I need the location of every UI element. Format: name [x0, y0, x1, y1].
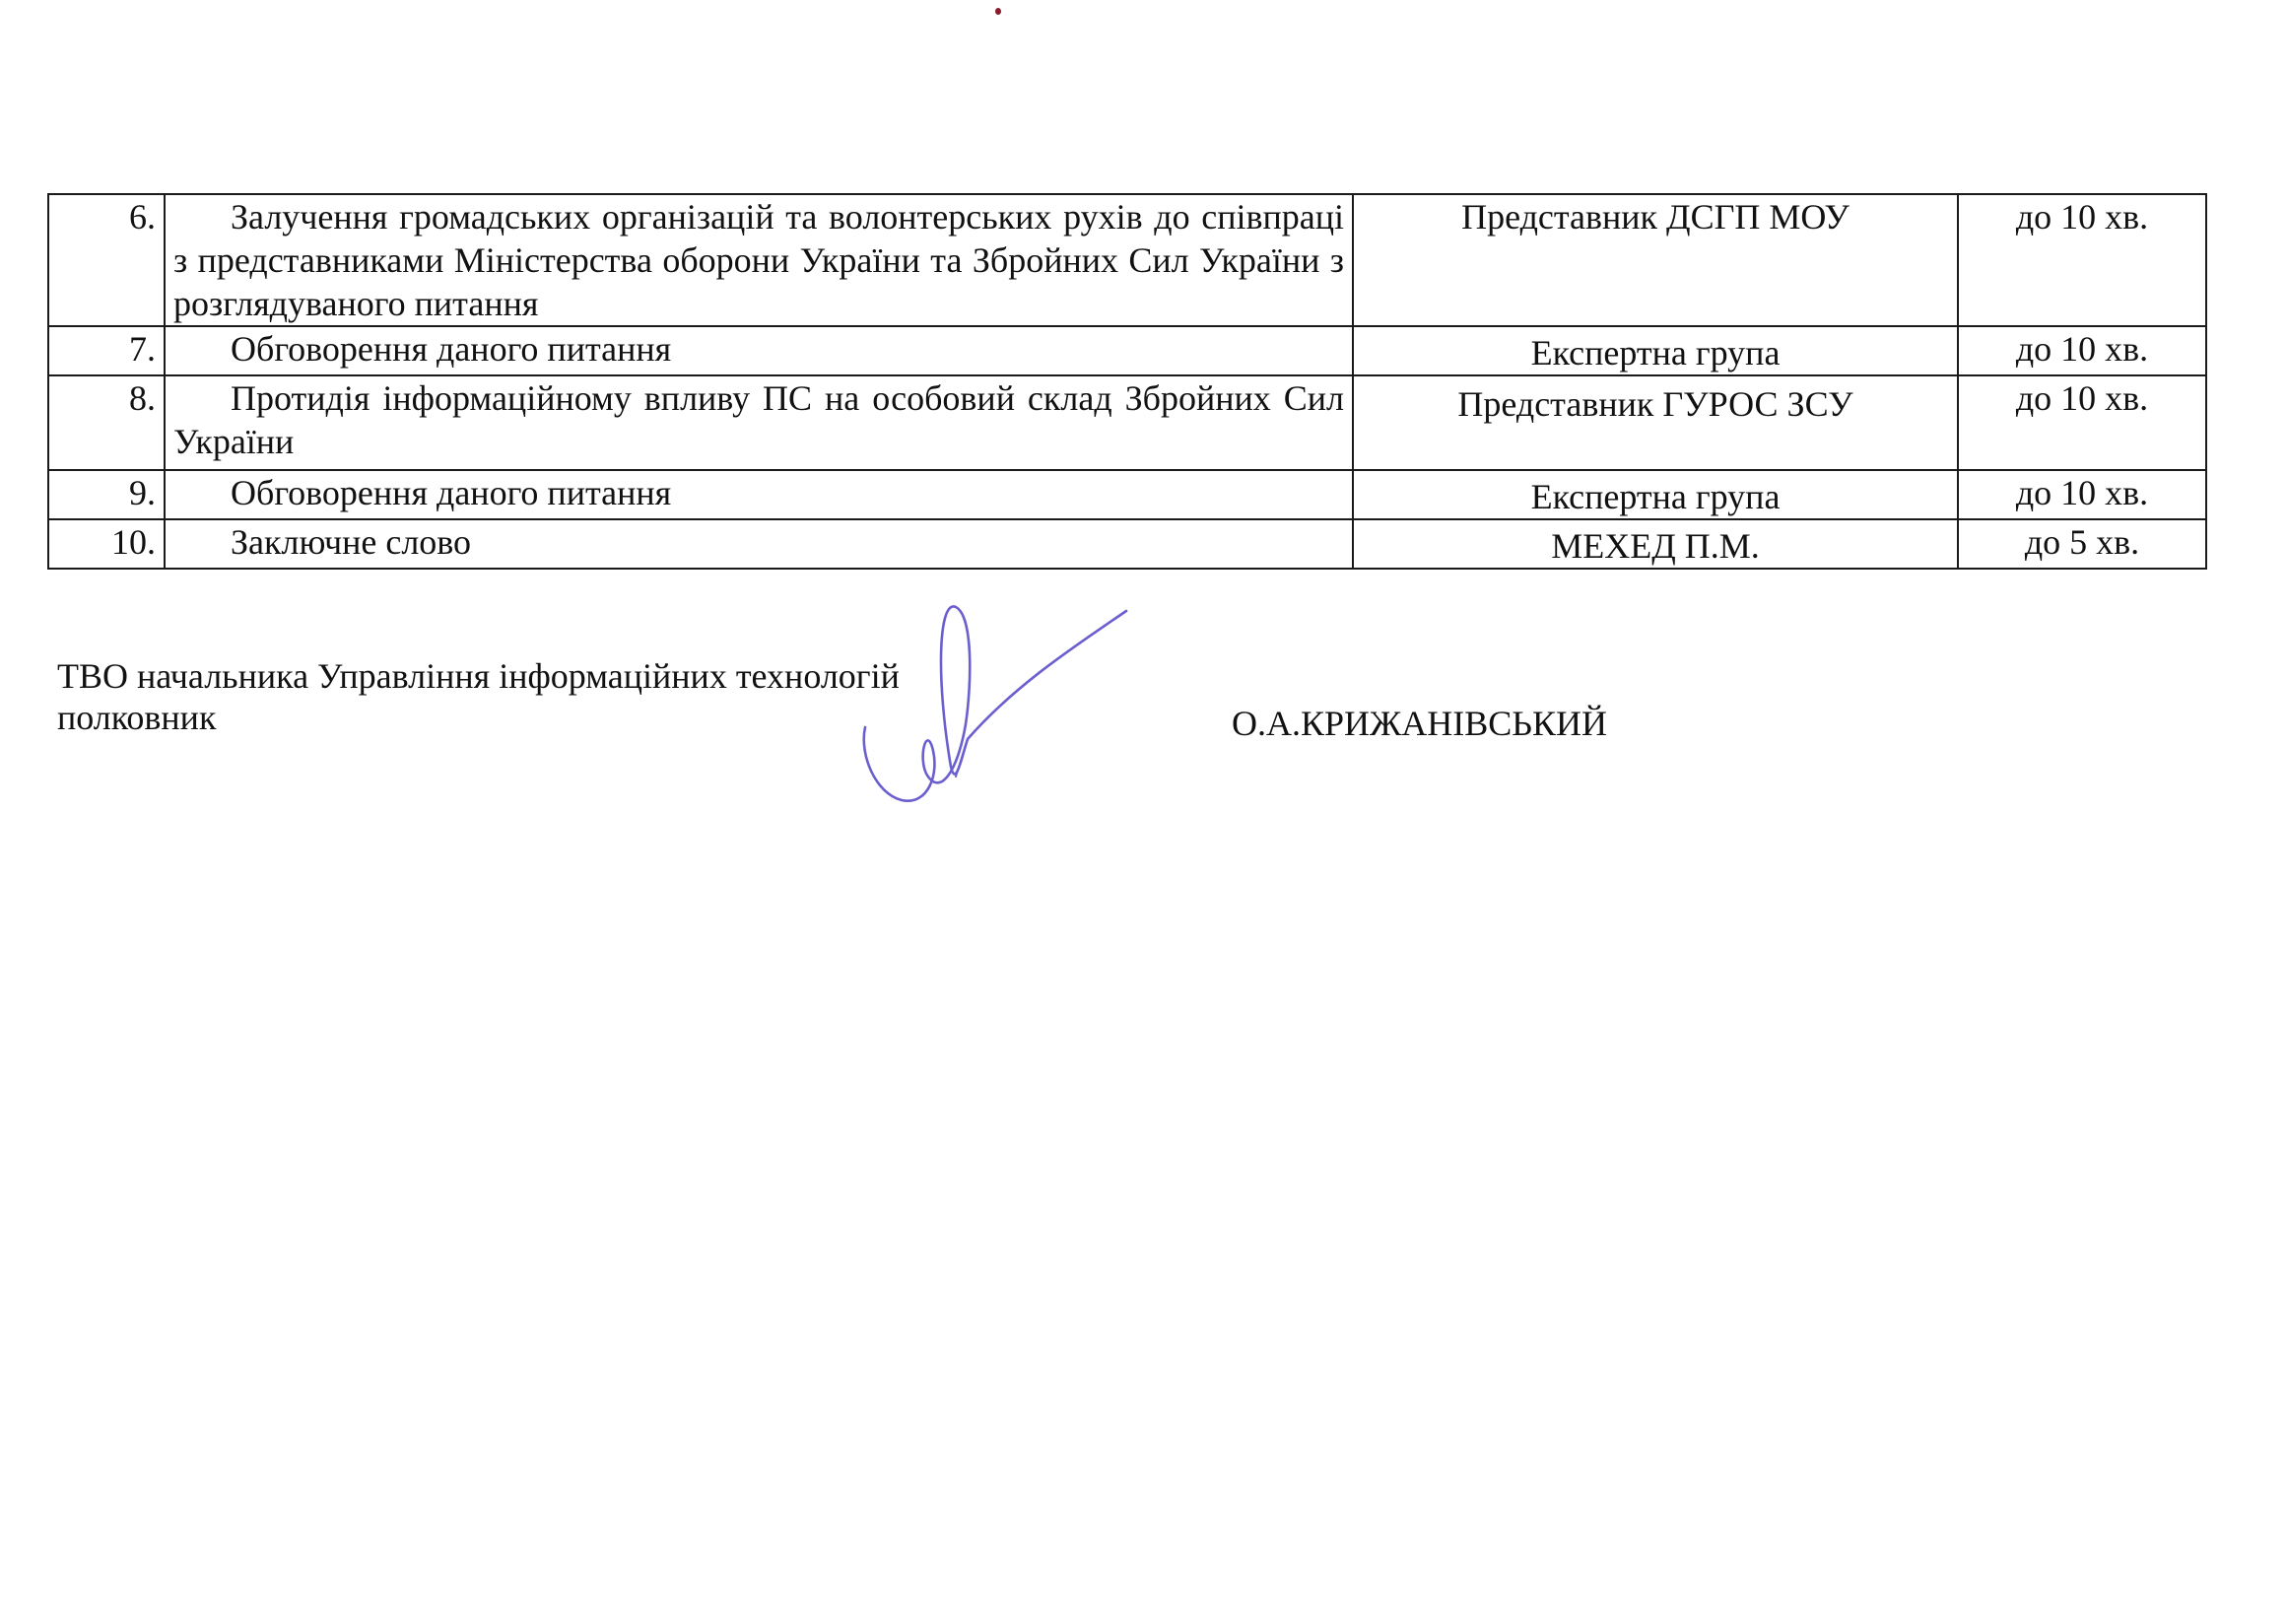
- row-responsible: Представник ДСГП МОУ: [1353, 194, 1958, 326]
- row-duration: до 10 хв.: [1958, 470, 2206, 519]
- row-topic: Залучення громадських організацій та волонтерських рухів до співпраці з представниками Міністерства оборони України та Збройних Сил України з розглядуваного питання: [165, 194, 1353, 326]
- table-row: [48, 470, 2206, 519]
- row-number: 6.: [48, 194, 165, 326]
- row-responsible: МЕХЕД П.М.: [1353, 519, 1958, 569]
- table-row: [48, 375, 2206, 470]
- row-number: 8.: [48, 375, 165, 470]
- signer-name: О.А.КРИЖАНІВСЬКИЙ: [1232, 704, 1607, 743]
- row-number: 9.: [48, 470, 165, 519]
- signature-icon: [857, 591, 1153, 818]
- row-topic: Заключне слово: [165, 519, 1353, 569]
- row-responsible: Експертна група: [1353, 470, 1958, 519]
- table-row: [48, 194, 2206, 326]
- row-responsible: Експертна група: [1353, 326, 1958, 375]
- rank-label: полковник: [57, 698, 217, 737]
- position-title: ТВО начальника Управління інформаційних технологій: [57, 656, 900, 696]
- row-topic: Обговорення даного питання: [165, 326, 1353, 375]
- row-number: 10.: [48, 519, 165, 569]
- agenda-table: [47, 193, 2207, 570]
- ink-mark: [995, 8, 1001, 15]
- table-row: [48, 519, 2206, 569]
- row-duration: до 10 хв.: [1958, 194, 2206, 326]
- row-duration: до 5 хв.: [1958, 519, 2206, 569]
- row-number: 7.: [48, 326, 165, 375]
- row-topic: Обговорення даного питання: [165, 470, 1353, 519]
- table-row: [48, 326, 2206, 375]
- row-responsible: Представник ГУРОС ЗСУ: [1353, 375, 1958, 470]
- row-topic: Протидія інформаційному впливу ПС на особовий склад Збройних Сил України: [165, 375, 1353, 470]
- row-duration: до 10 хв.: [1958, 326, 2206, 375]
- row-duration: до 10 хв.: [1958, 375, 2206, 470]
